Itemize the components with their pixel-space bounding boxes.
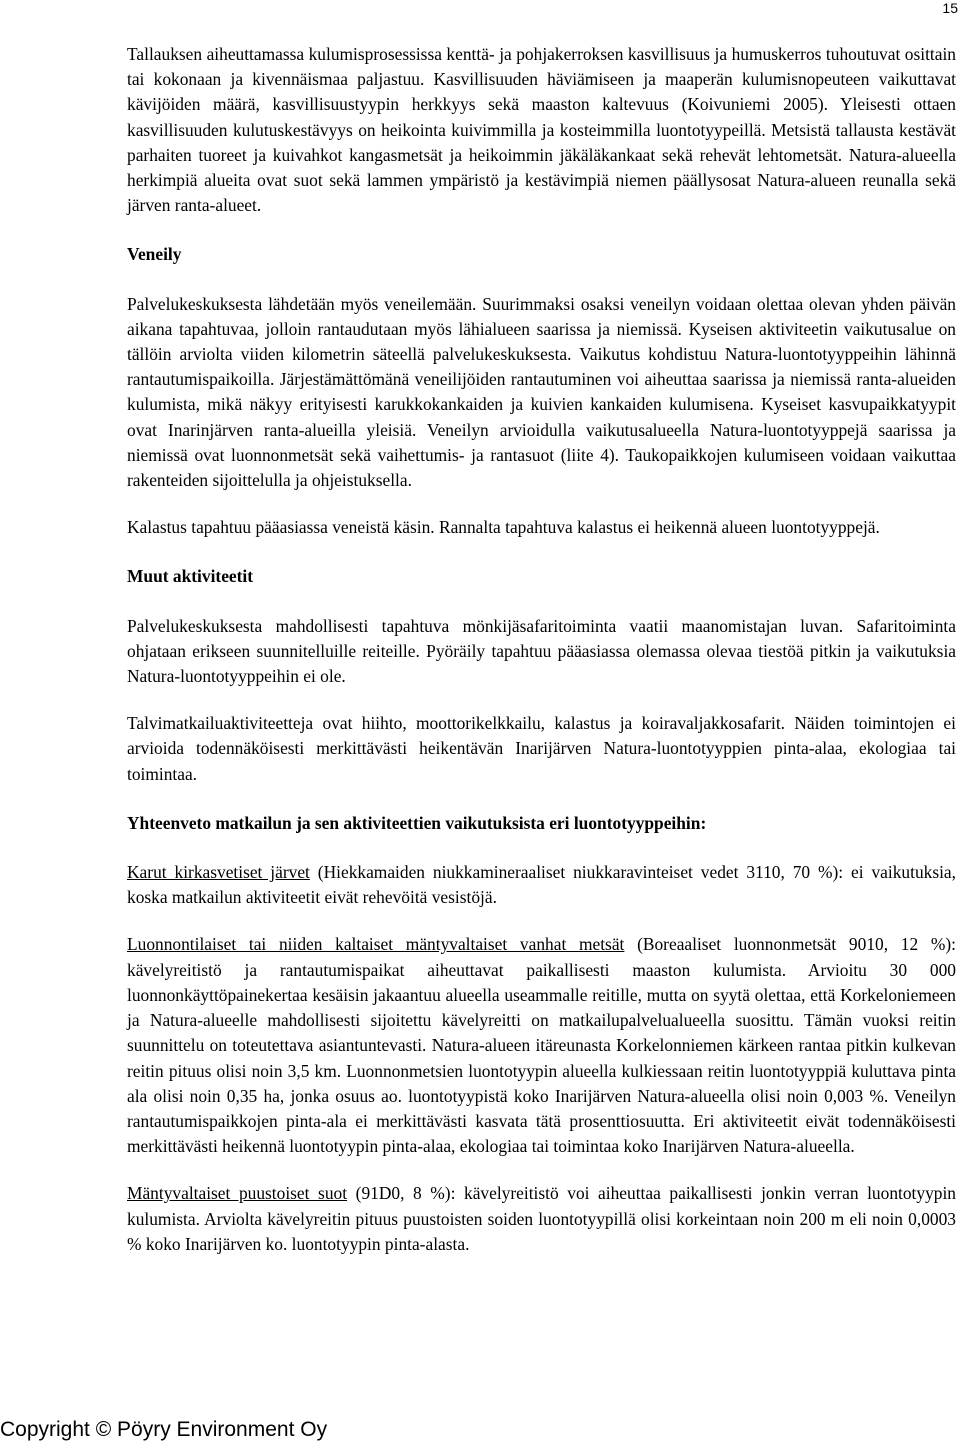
paragraph-jarvet [127, 860, 956, 910]
paragraph-metsat [127, 932, 956, 1159]
heading-muut-aktiviteetit: Muut aktiviteetit [127, 566, 254, 587]
term-metsat: Luonnontilaiset tai niiden kaltaiset mäntyvaltaiset vanhat metsät [127, 934, 625, 955]
paragraph-suot [127, 1181, 956, 1257]
text-metsat: (Boreaaliset luonnonmetsät 9010, 12 %): kävelyreitistö ja rantautumispaikat aiheuttavat paikallisesti maaston kulumista. Arvioitu 30 000 luonnonkäyttöpainekertaa kesäisin jakaantuu alueella useammalle reitille, mutta on syytä olettaa, että Korkeloniemeen ja Natura-alueelle mahdollisesti sijoitettu kävelyreitti on matkailupalvelualueella suosittu. Tämän vuoksi reitin suunnittelu on toteutettava asiantuntevasti. Natura-alueen itäreunasta Korkelonniemen kärkeen rantaa pitkin kulkevan reitin pituus olisi noin 3,5 km. Luonnonmetsien luontotyypin alueella kulkiessaan reitin luontotyyppiä kuluttava pinta ala olisi noin 0,35 ha, jonka osuus ao. luontotyypistä koko Inarijärven Natura-alueella olisi noin 0,003 %. Veneilyn rantautumispaikkojen pinta-ala ei merkittävästi kasvata tätä prosenttiosuutta. Eri aktiviteetit eivät todennäköisesti merkittävästi heikennä luontotyypin pinta-alaa, ekologiaa tai toimintaa koko Inarijärven Natura-alueella. [127, 934, 956, 1157]
paragraph-tallaus: Tallauksen aiheuttamassa kulumisprosessissa kenttä- ja pohjakerroksen kasvillisuus ja humuskerros tuhoutuvat osittain tai kokonaan ja kivennäismaa paljastuu. Kasvillisuuden häviämiseen ja maaperän kulumisnopeuteen vaikuttavat kävijöiden määrä, kasvillisuustyypin herkkyys sekä maaston kaltevuus (Koivuniemi 2005). Yleisesti ottaen kasvillisuuden kulutuskestävyys on heikointa kuivimmilla ja kosteimmilla luontotyypeillä. Metsistä tallausta kestävät parhaiten tuoreet ja kuivahkot kangasmetsät ja heikoimmin jäkäläkankaat sekä rehevät lehtometsät. Natura-alueella herkimpiä alueita ovat suot sekä lammen ympäristö ja kestävimpiä niemen päällysosat Natura-alueen reunalla sekä järven ranta-alueet. [127, 44, 956, 216]
paragraph-talvi: Talvimatkailuaktiviteetteja ovat hiihto, moottorikelkkailu, kalastus ja koiravaljakkosafarit. Näiden toimintojen ei arvioida todennäköisesti merkittävästi heikentävän Inarijärven Natura-luontotyyppien pinta-alaa, ekologiaa tai toimintaa. [127, 713, 956, 784]
paragraph-monkija: Palvelukeskuksesta mahdollisesti tapahtuva mönkijäsafaritoiminta vaatii maanomistajan luvan. Safaritoiminta ohjataan erikseen suunnitelluille reiteille. Pyöräily tapahtuu pääasiassa olemassa olevaa tiestöä pitkin ja vaikutuksia Natura-luontotyyppeihin ei ole. [127, 615, 956, 687]
term-suot: Mäntyvaltaiset puustoiset suot [127, 1183, 348, 1204]
term-jarvet: Karut kirkasvetiset järvet [127, 862, 310, 883]
heading-veneily: Veneily [127, 244, 182, 265]
paragraph-kalastus: Kalastus tapahtuu pääasiassa veneistä käsin. Rannalta tapahtuva kalastus ei heikennä alueen luontotyyppejä. [127, 517, 880, 538]
text-jarvet: (Hiekkamaiden niukkamineraaliset niukkaravinteiset vedet 3110, 70 %): ei vaikutuksia, koska matkailun aktiviteetit eivät rehevöitä vesistöjä. [127, 862, 956, 908]
copyright-footer: Copyright © Pöyry Environment Oy [0, 1418, 328, 1441]
text-suot: (91D0, 8 %): kävelyreitistö voi aiheuttaa paikallisesti jonkin verran luontotyypin kulumista. Arviolta kävelyreitin pituus puustoisten soiden luontotyypillä olisi korkeintaan noin 200 m eli noin 0,0003 % koko Inarijärven ko. luontotyypin pinta-alasta. [127, 1183, 956, 1254]
heading-yhteenveto: Yhteenveto matkailun ja sen aktiviteettien vaikutuksista eri luontotyyppeihin: [127, 812, 707, 833]
page-number: 15 [942, 0, 958, 16]
paragraph-veneily: Palvelukeskuksesta lähdetään myös veneilemään. Suurimmaksi osaksi veneilyn voidaan olettaa olevan yhden päivän aikana tapahtuvaa, jolloin rantaudutaan myös lähialueen saarissa ja niemissä. Kyseisen aktiviteetin vaikutusalue on tällöin arviolta viiden kilometrin säteellä palvelukeskuksesta. Vaikutus kohdistuu Natura-luontotyyppeihin lähinnä rantautumispaikoilla. Järjestämättömänä veneilijöiden rantautuminen voi aiheuttaa saarissa ja niemissä ranta-alueiden kulumista, mikä näkyy erityisesti karukkokankaiden ja kuivien kankaiden kulumisena. Kyseiset kasvupaikkatyypit ovat Inarinjärven ranta-alueilla yleisiä. Veneilyn arvioidulla vaikutusalueella Natura-luontotyyppejä saarissa ja niemissä ovat luonnonmetsät sekä vaihettumis- ja rantasuot (liite 4). Taukopaikkojen kulumiseen voidaan vaikuttaa rakenteiden sijoittelulla ja ohjeistuksella. [127, 293, 956, 491]
document-body [127, 42, 956, 1257]
